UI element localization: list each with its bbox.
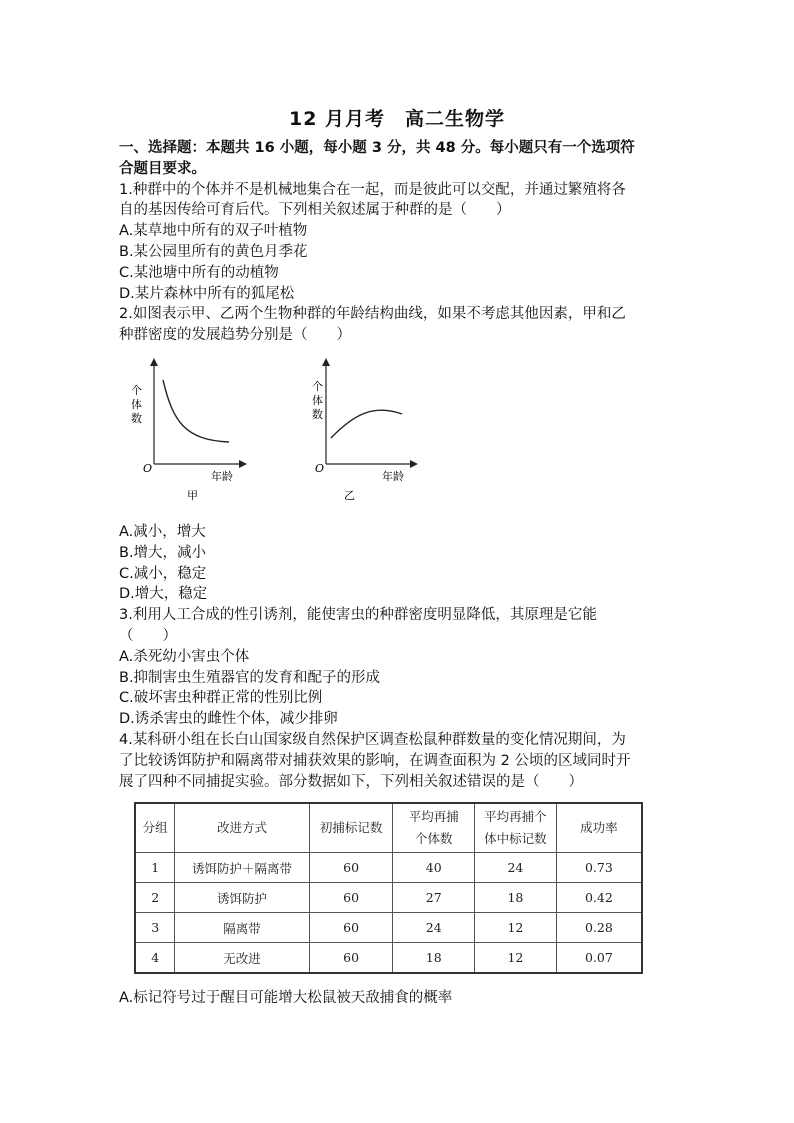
header-method-text: 改进方式 — [217, 820, 268, 836]
cell-recaptured-marked: 12 — [475, 943, 557, 974]
exam-content — [119, 138, 679, 1009]
q4-table-wrap — [134, 802, 679, 974]
q3-option-d: D.诱杀害虫的雌性个体，减少排卵 — [119, 711, 338, 728]
cell-group: 1 — [135, 853, 175, 883]
yi-x-arrow — [410, 460, 418, 468]
q3-option-b: B.抑制害虫生殖器官的发育和配子的形成 — [119, 669, 381, 686]
table-row — [135, 853, 642, 883]
q3-option-c: C.破坏害虫种群正常的性别比例 — [119, 690, 323, 707]
q1-option-c: C.某池塘中所有的动植物 — [119, 264, 279, 281]
q2-figures — [119, 352, 679, 512]
q2-option-b: B.增大，减小 — [119, 544, 207, 561]
q4-stem-line3: 展了四种不同捕捉实验。部分数据如下，下列相关叙述错误的是（ ） — [119, 773, 583, 790]
table-header-row — [135, 803, 642, 853]
yi-ylabel-2: 体 — [312, 393, 323, 407]
jia-curve — [163, 380, 229, 442]
cell-recaptured: 27 — [393, 883, 475, 913]
cell-method: 诱饵防护＋隔离带 — [175, 853, 309, 883]
cell-initial-marked: 60 — [309, 943, 393, 974]
header-initial-marked — [309, 803, 393, 853]
capture-data-table — [134, 802, 643, 974]
cell-recaptured-marked: 18 — [475, 883, 557, 913]
q1-stem-line1: 1.种群中的个体并不是机械地集合在一起，而是彼此可以交配，并通过繁殖将各 — [119, 181, 626, 198]
header-group-text: 分组 — [142, 820, 168, 836]
cell-initial-marked: 60 — [309, 853, 393, 883]
cell-recaptured-marked: 12 — [475, 913, 557, 943]
q4-stem-line2: 了比较诱饵防护和隔离带对捕获效果的影响，在调查面积为 2 公顷的区域同时开 — [119, 752, 631, 769]
header-group — [135, 803, 175, 853]
yi-origin: O — [315, 461, 325, 475]
yi-curve — [331, 410, 402, 438]
table-row — [135, 943, 642, 974]
cell-method: 隔离带 — [175, 913, 309, 943]
q2-option-d: D.增大，稳定 — [119, 586, 208, 603]
cell-recaptured: 40 — [393, 853, 475, 883]
header-method — [175, 803, 309, 853]
cell-group: 3 — [135, 913, 175, 943]
cell-success-rate: 0.73 — [556, 853, 642, 883]
cell-method: 无改进 — [175, 943, 309, 974]
jia-xlabel: 年龄 — [211, 469, 233, 483]
cell-group: 2 — [135, 883, 175, 913]
cell-success-rate: 0.28 — [556, 913, 642, 943]
jia-y-arrow — [150, 358, 158, 366]
cell-initial-marked: 60 — [309, 913, 393, 943]
cell-success-rate: 0.07 — [556, 943, 642, 974]
jia-origin: O — [143, 461, 153, 475]
jia-ylabel-1: 个 — [131, 383, 142, 397]
question-2 — [119, 304, 679, 605]
cell-success-rate: 0.42 — [556, 883, 642, 913]
q3-option-a: A.杀死幼小害虫个体 — [119, 648, 250, 665]
q1-stem-line2: 自的基因传给可育后代。下列相关叙述属于种群的是（ ） — [119, 202, 511, 219]
header-initial-marked-text: 初捕标记数 — [319, 820, 383, 836]
yi-caption: 乙 — [344, 488, 355, 502]
question-4 — [119, 730, 679, 1009]
yi-ylabel-1: 个 — [312, 379, 323, 393]
header-recaptured-marked — [475, 803, 557, 853]
figure-jia-svg — [129, 352, 249, 512]
jia-x-arrow — [239, 460, 247, 468]
table-row — [135, 883, 642, 913]
q2-stem-line1: 2.如图表示甲、乙两个生物种群的年龄结构曲线，如果不考虑其他因素，甲和乙 — [119, 306, 626, 323]
q1-option-d: D.某片森林中所有的狐尾松 — [119, 285, 295, 302]
cell-recaptured-marked: 24 — [475, 853, 557, 883]
q2-option-c: C.减小，稳定 — [119, 565, 207, 582]
header-recaptured — [393, 803, 475, 853]
cell-initial-marked: 60 — [309, 883, 393, 913]
header-recaptured-marked-text-1: 平均再捕个 — [484, 809, 547, 825]
q2-option-a: A.减小，增大 — [119, 523, 206, 540]
cell-recaptured: 18 — [393, 943, 475, 974]
q3-stem-line1: 3.利用人工合成的性引诱剂，能使害虫的种群密度明显降低，其原理是它能 — [119, 607, 597, 624]
exam-title: 12 月月考 高二生物学 — [288, 108, 506, 130]
figure-jia — [129, 352, 249, 516]
question-1 — [119, 180, 679, 305]
header-success-rate-text: 成功率 — [580, 820, 618, 836]
cell-group: 4 — [135, 943, 175, 974]
yi-ylabel-3: 数 — [312, 407, 323, 421]
header-recaptured-text-1: 平均再捕 — [408, 809, 459, 825]
jia-ylabel-3: 数 — [131, 411, 142, 425]
cell-method: 诱饵防护 — [175, 883, 309, 913]
yi-y-arrow — [322, 358, 330, 366]
header-recaptured-text-2: 个体数 — [414, 831, 453, 847]
header-success-rate — [556, 803, 642, 853]
q1-option-a: A.某草地中所有的双子叶植物 — [119, 223, 308, 240]
jia-ylabel-2: 体 — [131, 397, 142, 411]
q1-option-b: B.某公园里所有的黄色月季花 — [119, 243, 308, 260]
yi-xlabel: 年龄 — [382, 469, 404, 483]
q2-stem-line2: 种群密度的发展趋势分别是（ ） — [119, 327, 351, 344]
jia-caption: 甲 — [187, 488, 198, 502]
q3-stem-line2: （ ） — [119, 627, 177, 644]
question-3 — [119, 605, 679, 730]
cell-recaptured: 24 — [393, 913, 475, 943]
header-recaptured-marked-text-2: 体中标记数 — [484, 831, 547, 847]
section-heading-line1: 一、选择题：本题共 16 小题，每小题 3 分，共 48 分。每小题只有一个选项符 — [119, 140, 635, 156]
figure-yi-svg — [304, 352, 424, 512]
q4-option-a: A.标记符号过于醒目可能增大松鼠被天敌捕食的概率 — [119, 990, 453, 1007]
figure-yi — [304, 352, 424, 516]
section-heading-line2: 合题目要求。 — [119, 160, 206, 177]
table-row — [135, 913, 642, 943]
q4-stem-line1: 4.某科研小组在长白山国家级自然保护区调查松鼠种群数量的变化情况期间，为 — [119, 731, 626, 748]
